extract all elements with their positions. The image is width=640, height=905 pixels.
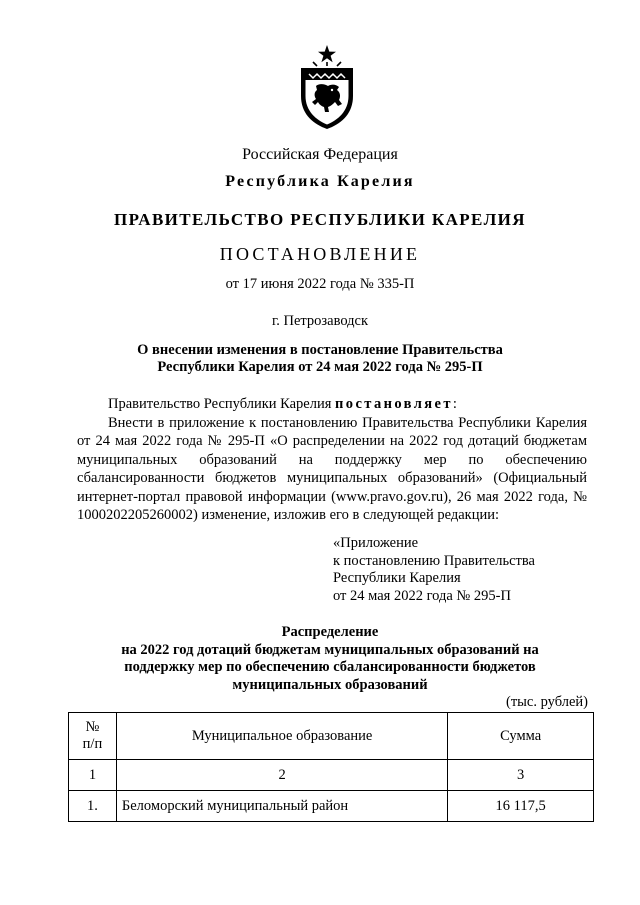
karelia-coat-of-arms-icon <box>298 44 356 130</box>
intro-text: Правительство Республики Карелия <box>108 396 336 412</box>
republic-name: Республика Карелия <box>225 173 415 190</box>
country-name: Российская Федерация <box>242 146 398 163</box>
header-number-line-2: п/п <box>82 736 103 752</box>
table-header-row <box>69 713 594 760</box>
intro-resolves: постановляет <box>335 396 453 412</box>
annex-line-1: «Приложение <box>333 535 419 551</box>
header-municipality: Муниципальное образование <box>116 713 447 760</box>
resolution-intro <box>77 395 587 413</box>
subject-line-1: О внесении изменения в постановление Правительства <box>137 342 503 358</box>
table-index-row <box>69 760 594 791</box>
annex-reference <box>333 535 535 606</box>
subject-line-2: Республики Карелия от 24 мая 2022 года № 295-П <box>157 359 483 375</box>
units-label: (тыс. рублей) <box>506 694 588 710</box>
index-cell: 2 <box>116 760 447 791</box>
header-sum: Сумма <box>448 713 594 760</box>
header-number <box>69 713 117 760</box>
index-cell: 3 <box>448 760 594 791</box>
distribution-title-line-3: поддержку мер по обеспечению сбалансированности бюджетов <box>124 659 536 676</box>
annex-line-4: от 24 мая 2022 года № 295-П <box>333 588 511 605</box>
resolution-paragraph: Внести в приложение к постановлению Правительства Республики Карелия от 24 мая 2022 года № 295-П «О распределении на 2022 год дотаций бюджетам муниципальных образований на поддержку мер по обеспечению сбалансированности бюджетов муниципальных образований» (Официальный интернет-портал правовой информации (www.pravo.gov.ru), 26 мая 2022 года, № 1000202205260002) изменение, изложив его в следующей редакции: <box>77 415 587 524</box>
document-type: ПОСТАНОВЛЕНИЕ <box>219 244 421 264</box>
header-number-line-1: № <box>85 719 100 735</box>
document-date-number: от 17 июня 2022 года № 335-П <box>225 276 415 292</box>
distribution-title-line-4: муниципальных образований <box>232 677 428 694</box>
document-city: г. Петрозаводск <box>271 313 369 329</box>
distribution-title-line-2: на 2022 год дотаций бюджетам муниципальных образований на <box>121 641 539 658</box>
document-subject <box>0 342 640 376</box>
distribution-table <box>68 712 594 822</box>
row-sum: 16 117,5 <box>448 791 594 822</box>
index-cell: 1 <box>69 760 117 791</box>
distribution-title <box>90 624 570 695</box>
row-number: 1. <box>69 791 117 822</box>
intro-colon: : <box>452 396 457 412</box>
annex-line-3: Республики Карелия <box>333 570 461 587</box>
government-title: ПРАВИТЕЛЬСТВО РЕСПУБЛИКИ КАРЕЛИЯ <box>114 210 526 229</box>
row-municipality: Беломорский муниципальный район <box>116 791 447 822</box>
annex-line-2: к постановлению Правительства <box>333 552 535 569</box>
table-row <box>69 791 594 822</box>
distribution-title-line-1: Распределение <box>281 624 379 640</box>
